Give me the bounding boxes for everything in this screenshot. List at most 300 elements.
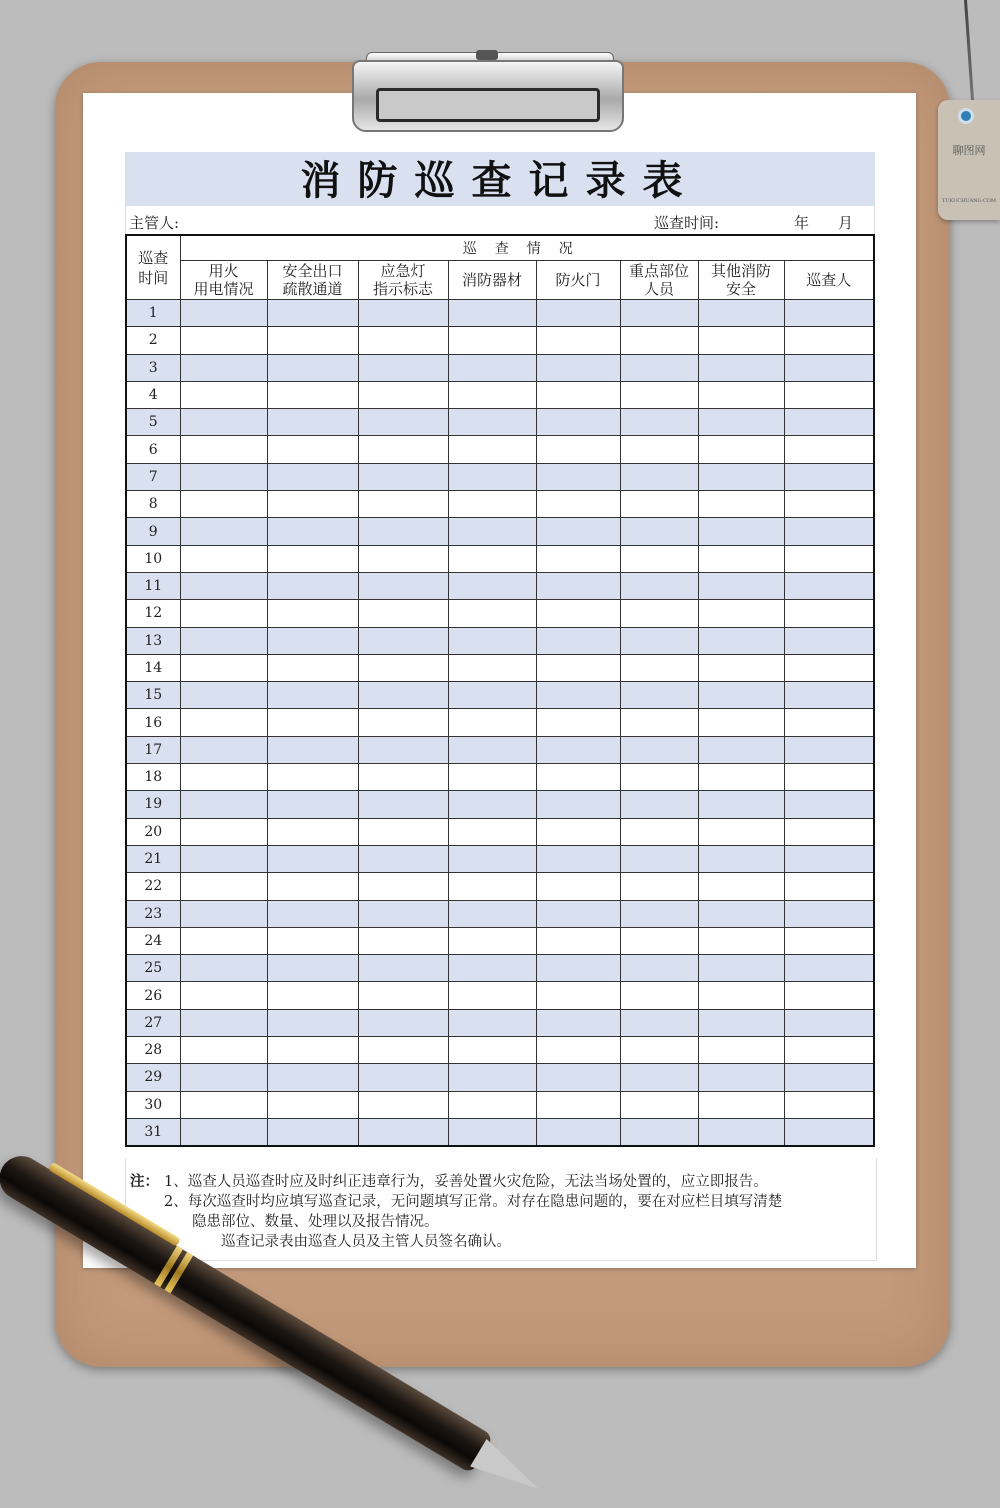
- table-cell[interactable]: [267, 845, 358, 872]
- table-cell[interactable]: [698, 600, 784, 627]
- table-row: [126, 791, 874, 818]
- table-cell[interactable]: [267, 818, 358, 845]
- table-cell[interactable]: [448, 709, 536, 736]
- table-cell[interactable]: [267, 1037, 358, 1064]
- table-cell[interactable]: [698, 982, 784, 1009]
- row-number: 10: [126, 545, 180, 572]
- table-cell[interactable]: [698, 1091, 784, 1118]
- table-cell[interactable]: [536, 982, 620, 1009]
- table-cell[interactable]: [180, 627, 267, 654]
- table-cell[interactable]: [784, 1064, 874, 1091]
- inspection-time-label: 巡查时间:: [654, 214, 720, 232]
- table-cell[interactable]: [358, 736, 448, 763]
- table-row: [126, 654, 874, 681]
- table-cell[interactable]: [698, 545, 784, 572]
- table-cell[interactable]: [358, 1091, 448, 1118]
- table-cell[interactable]: [698, 381, 784, 408]
- table-cell[interactable]: [536, 354, 620, 381]
- table-cell[interactable]: [620, 927, 698, 954]
- table-cell[interactable]: [448, 1118, 536, 1145]
- table-cell[interactable]: [620, 845, 698, 872]
- table-cell[interactable]: [536, 463, 620, 490]
- table-cell[interactable]: [267, 955, 358, 982]
- table-cell[interactable]: [698, 1037, 784, 1064]
- month-label: 月: [838, 214, 854, 232]
- table-cell[interactable]: [448, 900, 536, 927]
- table-row: [126, 982, 874, 1009]
- table-cell[interactable]: [536, 1064, 620, 1091]
- table-cell[interactable]: [358, 436, 448, 463]
- table-cell[interactable]: [536, 1037, 620, 1064]
- table-cell[interactable]: [448, 1009, 536, 1036]
- table-cell[interactable]: [784, 900, 874, 927]
- row-number: 6: [126, 436, 180, 463]
- table-cell[interactable]: [180, 791, 267, 818]
- row-number: 29: [126, 1064, 180, 1091]
- table-cell[interactable]: [536, 381, 620, 408]
- table-row: [126, 436, 874, 463]
- table-row: [126, 518, 874, 545]
- table-cell[interactable]: [267, 463, 358, 490]
- table-cell[interactable]: [784, 409, 874, 436]
- table-cell[interactable]: [620, 791, 698, 818]
- table-cell[interactable]: [536, 518, 620, 545]
- clipboard-clip: [352, 60, 624, 132]
- table-cell[interactable]: [448, 1037, 536, 1064]
- table-row: [126, 463, 874, 490]
- table-cell[interactable]: [267, 682, 358, 709]
- row-number: 31: [126, 1118, 180, 1145]
- table-cell[interactable]: [620, 764, 698, 791]
- table-cell[interactable]: [180, 709, 267, 736]
- hang-tag: [938, 100, 1000, 220]
- table-cell[interactable]: [536, 818, 620, 845]
- table-cell[interactable]: [698, 791, 784, 818]
- table-cell[interactable]: [267, 518, 358, 545]
- table-cell[interactable]: [536, 300, 620, 327]
- table-cell[interactable]: [698, 436, 784, 463]
- table-cell[interactable]: [267, 491, 358, 518]
- table-row: [126, 927, 874, 954]
- table-row: [126, 1037, 874, 1064]
- table-cell[interactable]: [448, 572, 536, 599]
- row-number: 19: [126, 791, 180, 818]
- table-cell[interactable]: [448, 545, 536, 572]
- table-cell[interactable]: [448, 381, 536, 408]
- table-cell[interactable]: [784, 791, 874, 818]
- table-cell[interactable]: [620, 955, 698, 982]
- table-cell[interactable]: [620, 600, 698, 627]
- table-cell[interactable]: [358, 518, 448, 545]
- col-header-time: 巡查 时间: [126, 235, 180, 300]
- table-cell[interactable]: [448, 791, 536, 818]
- row-number: 7: [126, 463, 180, 490]
- table-cell[interactable]: [180, 354, 267, 381]
- table-cell[interactable]: [448, 354, 536, 381]
- table-cell[interactable]: [784, 1118, 874, 1145]
- table-cell[interactable]: [784, 600, 874, 627]
- table-cell[interactable]: [267, 572, 358, 599]
- table-cell[interactable]: [698, 764, 784, 791]
- table-cell[interactable]: [267, 764, 358, 791]
- table-cell[interactable]: [784, 545, 874, 572]
- table-row: [126, 491, 874, 518]
- table-cell[interactable]: [448, 436, 536, 463]
- table-cell[interactable]: [784, 818, 874, 845]
- table-cell[interactable]: [180, 1009, 267, 1036]
- table-cell[interactable]: [180, 1091, 267, 1118]
- row-number: 1: [126, 300, 180, 327]
- row-number: 13: [126, 627, 180, 654]
- table-cell[interactable]: [358, 654, 448, 681]
- table-cell[interactable]: [180, 736, 267, 763]
- table-cell[interactable]: [784, 518, 874, 545]
- table-cell[interactable]: [698, 518, 784, 545]
- table-cell[interactable]: [267, 300, 358, 327]
- table-cell[interactable]: [358, 381, 448, 408]
- table-cell[interactable]: [536, 600, 620, 627]
- table-cell[interactable]: [267, 409, 358, 436]
- table-cell[interactable]: [267, 1118, 358, 1145]
- table-cell[interactable]: [267, 1064, 358, 1091]
- table-cell[interactable]: [358, 682, 448, 709]
- table-cell[interactable]: [698, 1118, 784, 1145]
- row-number: 14: [126, 654, 180, 681]
- table-cell[interactable]: [784, 982, 874, 1009]
- table-cell[interactable]: [698, 1064, 784, 1091]
- table-cell[interactable]: [358, 955, 448, 982]
- table-cell[interactable]: [620, 1118, 698, 1145]
- table-cell[interactable]: [448, 982, 536, 1009]
- table-cell[interactable]: [620, 491, 698, 518]
- table-cell[interactable]: [267, 927, 358, 954]
- year-label: 年: [794, 214, 810, 232]
- table-cell[interactable]: [620, 300, 698, 327]
- table-cell[interactable]: [180, 845, 267, 872]
- table-cell[interactable]: [698, 409, 784, 436]
- table-cell[interactable]: [267, 545, 358, 572]
- table-cell[interactable]: [180, 1037, 267, 1064]
- table-cell[interactable]: [536, 327, 620, 354]
- table-cell[interactable]: [180, 818, 267, 845]
- table-cell[interactable]: [358, 491, 448, 518]
- table-cell[interactable]: [448, 927, 536, 954]
- table-cell[interactable]: [448, 491, 536, 518]
- table-cell[interactable]: [620, 409, 698, 436]
- table-cell[interactable]: [180, 491, 267, 518]
- table-cell[interactable]: [536, 545, 620, 572]
- table-cell[interactable]: [536, 709, 620, 736]
- table-cell[interactable]: [784, 927, 874, 954]
- table-row: [126, 354, 874, 381]
- table-cell[interactable]: [448, 818, 536, 845]
- table-cell[interactable]: [620, 982, 698, 1009]
- col-header-1: 用火 用电情况: [180, 261, 267, 300]
- table-cell[interactable]: [180, 300, 267, 327]
- table-cell[interactable]: [536, 682, 620, 709]
- table-cell[interactable]: [267, 327, 358, 354]
- table-cell[interactable]: [620, 682, 698, 709]
- table-cell[interactable]: [358, 1037, 448, 1064]
- table-cell[interactable]: [620, 327, 698, 354]
- table-cell[interactable]: [448, 327, 536, 354]
- table-cell[interactable]: [620, 818, 698, 845]
- table-cell[interactable]: [267, 982, 358, 1009]
- table-cell[interactable]: [448, 764, 536, 791]
- table-cell[interactable]: [358, 791, 448, 818]
- table-cell[interactable]: [620, 1091, 698, 1118]
- table-cell[interactable]: [267, 654, 358, 681]
- table-cell[interactable]: [358, 354, 448, 381]
- table-cell[interactable]: [536, 955, 620, 982]
- table-cell[interactable]: [536, 791, 620, 818]
- table-cell[interactable]: [358, 1064, 448, 1091]
- table-cell[interactable]: [358, 463, 448, 490]
- table-cell[interactable]: [358, 709, 448, 736]
- tag-url: TUKUCHUANG.COM: [941, 198, 996, 204]
- table-cell[interactable]: [698, 627, 784, 654]
- table-cell[interactable]: [698, 654, 784, 681]
- table-cell[interactable]: [358, 818, 448, 845]
- table-cell[interactable]: [698, 927, 784, 954]
- table-cell[interactable]: [448, 1091, 536, 1118]
- table-cell[interactable]: [448, 1064, 536, 1091]
- table-cell[interactable]: [358, 572, 448, 599]
- table-cell[interactable]: [698, 572, 784, 599]
- table-cell[interactable]: [698, 463, 784, 490]
- table-cell[interactable]: [784, 1009, 874, 1036]
- table-cell[interactable]: [448, 682, 536, 709]
- table-cell[interactable]: [620, 873, 698, 900]
- table-cell[interactable]: [784, 764, 874, 791]
- table-cell[interactable]: [620, 1037, 698, 1064]
- row-number: 18: [126, 764, 180, 791]
- row-number: 8: [126, 491, 180, 518]
- table-cell[interactable]: [448, 627, 536, 654]
- table-cell[interactable]: [267, 381, 358, 408]
- table-cell[interactable]: [448, 409, 536, 436]
- row-number: 22: [126, 873, 180, 900]
- row-number: 15: [126, 682, 180, 709]
- table-cell[interactable]: [358, 982, 448, 1009]
- table-cell[interactable]: [698, 354, 784, 381]
- table-cell[interactable]: [698, 955, 784, 982]
- row-number: 20: [126, 818, 180, 845]
- table-cell[interactable]: [698, 327, 784, 354]
- table-cell[interactable]: [536, 873, 620, 900]
- table-cell[interactable]: [448, 300, 536, 327]
- table-cell[interactable]: [784, 654, 874, 681]
- table-cell[interactable]: [448, 518, 536, 545]
- table-cell[interactable]: [267, 900, 358, 927]
- table-cell[interactable]: [784, 491, 874, 518]
- table-cell[interactable]: [784, 327, 874, 354]
- table-cell[interactable]: [180, 545, 267, 572]
- table-cell[interactable]: [267, 1091, 358, 1118]
- table-cell[interactable]: [536, 845, 620, 872]
- table-cell[interactable]: [180, 572, 267, 599]
- table-cell[interactable]: [448, 955, 536, 982]
- table-row: [126, 709, 874, 736]
- table-cell[interactable]: [784, 354, 874, 381]
- table-cell[interactable]: [784, 1091, 874, 1118]
- table-row: [126, 873, 874, 900]
- table-cell[interactable]: [180, 518, 267, 545]
- table-cell[interactable]: [448, 654, 536, 681]
- table-cell[interactable]: [358, 327, 448, 354]
- table-cell[interactable]: [620, 518, 698, 545]
- table-cell[interactable]: [180, 409, 267, 436]
- table-cell[interactable]: [536, 627, 620, 654]
- table-cell[interactable]: [536, 572, 620, 599]
- table-cell[interactable]: [358, 873, 448, 900]
- table-cell[interactable]: [180, 381, 267, 408]
- table-cell[interactable]: [180, 982, 267, 1009]
- table-cell[interactable]: [448, 845, 536, 872]
- table-cell[interactable]: [180, 764, 267, 791]
- table-cell[interactable]: [784, 955, 874, 982]
- table-cell[interactable]: [448, 600, 536, 627]
- table-cell[interactable]: [784, 381, 874, 408]
- table-cell[interactable]: [620, 436, 698, 463]
- table-row: [126, 900, 874, 927]
- table-cell[interactable]: [536, 764, 620, 791]
- table-cell[interactable]: [698, 709, 784, 736]
- table-cell[interactable]: [358, 300, 448, 327]
- table-cell[interactable]: [620, 736, 698, 763]
- table-cell[interactable]: [358, 845, 448, 872]
- table-cell[interactable]: [784, 736, 874, 763]
- note-item-2: 2、每次巡查时均应填写巡查记录，无问题填写正常。对存在隐患问题的，要在对应栏目填写清楚: [164, 1194, 783, 1210]
- table-cell[interactable]: [536, 900, 620, 927]
- row-number: 9: [126, 518, 180, 545]
- table-cell[interactable]: [536, 736, 620, 763]
- table-cell[interactable]: [620, 381, 698, 408]
- table-cell[interactable]: [180, 927, 267, 954]
- table-cell[interactable]: [620, 545, 698, 572]
- table-cell[interactable]: [358, 927, 448, 954]
- table-cell[interactable]: [698, 491, 784, 518]
- table-cell[interactable]: [180, 1118, 267, 1145]
- table-cell[interactable]: [358, 409, 448, 436]
- table-cell[interactable]: [698, 300, 784, 327]
- note-item-2-cont: 隐患部位、数量、处理以及报告情况。: [192, 1214, 439, 1230]
- table-cell[interactable]: [448, 463, 536, 490]
- table-cell[interactable]: [536, 409, 620, 436]
- table-cell[interactable]: [267, 873, 358, 900]
- table-cell[interactable]: [620, 1064, 698, 1091]
- table-cell[interactable]: [358, 1118, 448, 1145]
- table-cell[interactable]: [180, 682, 267, 709]
- table-cell[interactable]: [180, 436, 267, 463]
- table-cell[interactable]: [267, 627, 358, 654]
- table-cell[interactable]: [620, 627, 698, 654]
- table-cell[interactable]: [358, 764, 448, 791]
- table-cell[interactable]: [180, 873, 267, 900]
- table-cell[interactable]: [620, 572, 698, 599]
- table-cell[interactable]: [267, 1009, 358, 1036]
- table-cell[interactable]: [698, 873, 784, 900]
- table-cell[interactable]: [620, 709, 698, 736]
- table-cell[interactable]: [620, 1009, 698, 1036]
- table-row: [126, 381, 874, 408]
- table-cell[interactable]: [784, 300, 874, 327]
- table-cell[interactable]: [784, 572, 874, 599]
- table-cell[interactable]: [784, 436, 874, 463]
- table-cell[interactable]: [698, 736, 784, 763]
- clip-window: [376, 88, 600, 122]
- table-cell[interactable]: [784, 627, 874, 654]
- table-cell[interactable]: [267, 736, 358, 763]
- table-cell[interactable]: [267, 791, 358, 818]
- table-row: [126, 845, 874, 872]
- table-cell[interactable]: [180, 900, 267, 927]
- table-cell[interactable]: [784, 709, 874, 736]
- table-cell[interactable]: [620, 354, 698, 381]
- table-row: [126, 1091, 874, 1118]
- table-cell[interactable]: [784, 1037, 874, 1064]
- table-cell[interactable]: [784, 873, 874, 900]
- table-cell[interactable]: [267, 600, 358, 627]
- table-cell[interactable]: [180, 463, 267, 490]
- table-cell[interactable]: [620, 463, 698, 490]
- table-cell[interactable]: [267, 709, 358, 736]
- table-cell[interactable]: [536, 1091, 620, 1118]
- row-number: 25: [126, 955, 180, 982]
- table-cell[interactable]: [267, 436, 358, 463]
- table-cell[interactable]: [536, 1118, 620, 1145]
- table-cell[interactable]: [698, 682, 784, 709]
- table-cell[interactable]: [358, 900, 448, 927]
- table-cell[interactable]: [698, 818, 784, 845]
- table-cell[interactable]: [698, 1009, 784, 1036]
- row-number: 12: [126, 600, 180, 627]
- table-cell[interactable]: [536, 654, 620, 681]
- table-cell[interactable]: [267, 354, 358, 381]
- table-row: [126, 409, 874, 436]
- table-cell[interactable]: [358, 1009, 448, 1036]
- table-cell[interactable]: [536, 491, 620, 518]
- table-row: [126, 764, 874, 791]
- table-cell[interactable]: [448, 736, 536, 763]
- table-cell[interactable]: [180, 1064, 267, 1091]
- table-cell[interactable]: [698, 845, 784, 872]
- table-cell[interactable]: [620, 900, 698, 927]
- table-cell[interactable]: [620, 654, 698, 681]
- table-cell[interactable]: [358, 627, 448, 654]
- table-row: [126, 627, 874, 654]
- table-cell[interactable]: [784, 463, 874, 490]
- table-cell[interactable]: [698, 900, 784, 927]
- meta-row: [125, 206, 875, 234]
- table-cell[interactable]: [536, 927, 620, 954]
- table-cell[interactable]: [180, 600, 267, 627]
- table-cell[interactable]: [448, 873, 536, 900]
- table-cell[interactable]: [180, 955, 267, 982]
- table-cell[interactable]: [180, 654, 267, 681]
- col-header-6: 重点部位 人员: [620, 261, 698, 300]
- table-cell[interactable]: [784, 682, 874, 709]
- table-cell[interactable]: [358, 600, 448, 627]
- notes-label: 注：: [130, 1173, 159, 1190]
- row-number: 5: [126, 409, 180, 436]
- table-cell[interactable]: [784, 845, 874, 872]
- table-cell[interactable]: [536, 436, 620, 463]
- table-cell[interactable]: [358, 545, 448, 572]
- col-header-3: 应急灯 指示标志: [358, 261, 448, 300]
- table-cell[interactable]: [180, 327, 267, 354]
- table-cell[interactable]: [536, 1009, 620, 1036]
